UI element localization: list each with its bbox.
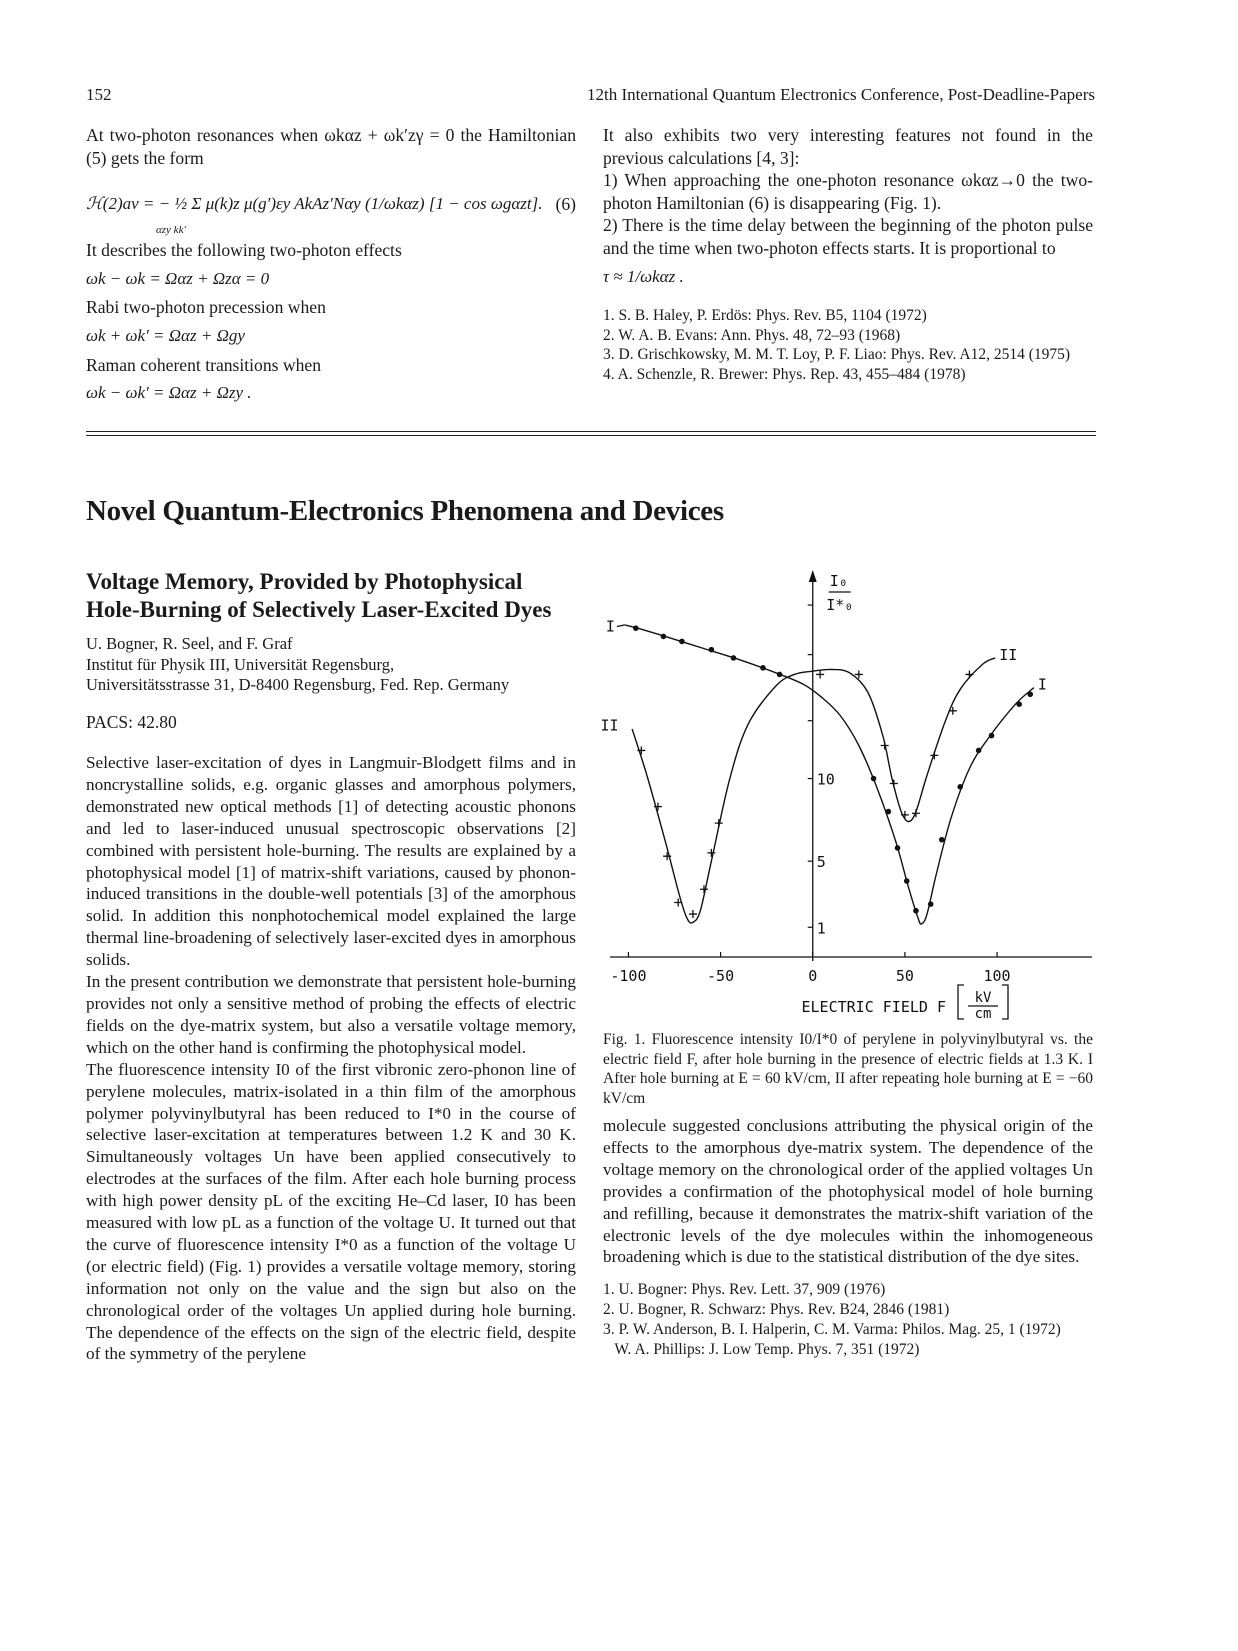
article-body-right (603, 1115, 1093, 1360)
equation-6-block (86, 175, 576, 239)
rabi-text: Rabi two-photon precession when (86, 297, 326, 318)
data-point-series-ii (689, 910, 697, 918)
top-references (603, 306, 1093, 384)
data-point-series-i (886, 809, 892, 815)
chart-labels (601, 572, 1047, 1022)
series-label-i: I (1037, 675, 1047, 694)
data-point-series-i (731, 655, 737, 661)
data-point-series-i (679, 639, 685, 645)
data-point-series-ii (965, 670, 973, 678)
pacs-code: PACS: 42.80 (86, 711, 177, 732)
x-tick-label: -100 (610, 967, 647, 985)
feature-2: 2) There is the time delay between the beginning of the photon pulse and the time when two-photon effects starts. It is proportional to (603, 215, 1093, 258)
section-divider (86, 431, 1096, 432)
data-point-series-ii (912, 809, 920, 817)
reference-item: W. A. Phillips: J. Low Temp. Phys. 7, 351 (1972) (603, 1341, 920, 1359)
data-point-series-i (777, 672, 783, 678)
equation-b: ωk + ωk′ = Ωαz + Ωgy (86, 325, 245, 345)
article-header (86, 568, 586, 732)
reference-item: 1. U. Bogner: Phys. Rev. Lett. 37, 909 (1976) (603, 1281, 886, 1299)
reference-item: 3. P. W. Anderson, B. I. Halperin, C. M. Varma: Philos. Mag. 25, 1 (1972) (603, 1321, 1061, 1339)
features-intro: It also exhibits two very interesting features not found in the previous calculations [4, 3]: (603, 125, 1093, 168)
series-label-ii: II (600, 716, 619, 735)
data-point-series-i (1027, 691, 1033, 697)
data-point-series-i (939, 837, 945, 843)
x-tick-label: 100 (983, 967, 1011, 985)
data-point-series-i (1016, 701, 1022, 707)
data-point-series-i (633, 625, 639, 631)
series-curve-ii (632, 658, 995, 923)
top-right-column (603, 124, 1093, 385)
affiliation-line-2: Universitätsstrasse 31, D-8400 Regensburg, Fed. Rep. Germany (86, 675, 510, 694)
data-point-series-i (760, 665, 766, 671)
data-point-series-i (709, 647, 715, 653)
data-point-series-i (904, 878, 910, 884)
y-axis-arrow (809, 570, 817, 582)
equation-c: ωk − ωk′ = Ωαz + Ωzy . (86, 383, 252, 403)
y-tick-label: 10 (816, 770, 835, 789)
article-references (603, 1280, 1093, 1360)
hamiltonian-equation: ℋ(2)av = − ½ Σ μ(k)z μ(g′)εy AkAz′Nαy (1/ωkαz) [1 − cos ωgαzt]. (86, 194, 543, 214)
figure-caption: Fig. 1. Fluorescence intensity I0/I*0 of perylene in polyvinylbutyral vs. the electric field F, after hole burning in the presence of electric fields at 1.3 K. I After hole burning at E = 60 kV/cm, II after repeating hole burning at E = −60 kV/cm (603, 1031, 1093, 1107)
x-tick-label: 0 (808, 967, 818, 985)
affiliation-line-1: Institut für Physik III, Universität Regensburg, (86, 654, 395, 674)
time-delay-equation: τ ≈ 1/ωkαz . (603, 266, 684, 286)
reference-item: 3. D. Grischkowsky, M. M. T. Loy, P. F. Liao: Phys. Rev. A12, 2514 (1975) (603, 346, 1071, 364)
reference-item: 2. W. A. B. Evans: Ann. Phys. 48, 72–93 (1968) (603, 326, 901, 344)
body-paragraph-1: Selective laser-excitation of dyes in Langmuir-Blodgett films and in noncrystalline solids, e.g. organic glasses and amorphous polymers, demonstrated new optical methods [1] of detecting acoustic phonons and led to laser-induced unusual spectroscopic observations [2] combined with persistent hole-burning. The results are explained by a photophysical model [1] of matrix-shift variations, caused by phonon-induced transitions in the double-well potentials [3] of the amorphous solid. In addition this nonphotochemical model explained the large thermal line-broadening of selectively laser-excited dyes in amorphous solids. (86, 753, 576, 970)
y-axis-label-denominator: I*₀ (826, 596, 854, 614)
data-point-series-ii (700, 885, 708, 893)
page-number: 152 (86, 85, 112, 104)
article-title-line-1: Voltage Memory, Provided by Photophysical (86, 569, 523, 594)
equation-a: ωk − ωk = Ωαz + Ωzα = 0 (86, 268, 270, 288)
body-paragraph-4: molecule suggested conclusions attributing the physical origin of the effects to the amorphous dye-matrix system. The dependence of the voltage memory on the chronological order of the applied voltages Un provides a confirmation of the photophysical model of hole burning and refilling, because it demonstrates the matrix-shift variation of the electronic levels of the dye molecules within the inhomogeneous broadening which is due to the statistical distribution of the dye sites. (603, 1116, 1093, 1267)
y-tick-label: 1 (816, 919, 826, 938)
article-title-line-2: Hole-Burning of Selectively Laser-Excited Dyes (86, 597, 552, 622)
data-point-series-ii (890, 780, 898, 788)
data-point-series-ii (930, 751, 938, 759)
section-title: Novel Quantum-Electronics Phenomena and Devices (86, 495, 724, 527)
describes-text: It describes the following two-photon effects (86, 240, 402, 261)
data-point-series-i (957, 784, 963, 790)
data-point-series-i (913, 908, 919, 914)
x-unit-numerator: kV (974, 990, 992, 1006)
section-divider-second-line (86, 435, 1096, 436)
x-unit-bracket-right (1002, 985, 1008, 1019)
chart-axes (610, 570, 1092, 1019)
x-tick-label: -50 (707, 967, 735, 985)
x-axis-label: ELECTRIC FIELD F (801, 998, 946, 1016)
two-photon-intro: At two-photon resonances when ωkαz + ωk′zγ = 0 the Hamiltonian (5) gets the form (86, 125, 576, 168)
y-axis-label-numerator: I₀ (829, 572, 848, 590)
x-unit-bracket-left (958, 985, 964, 1019)
data-point-series-i (661, 634, 667, 640)
data-point-series-ii (715, 819, 723, 827)
y-tick-label: 5 (816, 853, 826, 872)
data-point-series-i (976, 748, 982, 754)
x-unit-denominator: cm (974, 1006, 992, 1022)
series-label-leader-i (617, 625, 625, 627)
data-point-series-i (989, 733, 995, 739)
figure-1-chart (600, 562, 1100, 1032)
authors: U. Bogner, R. Seel, and F. Graf (86, 634, 293, 653)
feature-1: 1) When approaching the one-photon resonance ωkαz→0 the two-photon Hamiltonian (6) is disappearing (Fig. 1). (603, 170, 1093, 213)
data-point-series-i (871, 776, 877, 782)
series-label-i: I (605, 617, 615, 636)
x-tick-label: 50 (895, 967, 914, 985)
body-paragraph-2: In the present contribution we demonstrate that persistent hole-burning provides not only a sensitive method of probing the effects of electric fields on the dye-matrix system, but also a versatile voltage memory, which on the other hand is confirming the photophysical model. (86, 972, 576, 1057)
data-point-series-ii (881, 741, 889, 749)
running-title: 12th International Quantum Electronics Conference, Post-Deadline-Papers (587, 85, 1095, 104)
top-left-column (86, 124, 576, 405)
equation-number: (6) (555, 194, 576, 215)
data-point-series-ii (816, 670, 824, 678)
raman-text: Raman coherent transitions when (86, 354, 322, 375)
reference-item: 2. U. Bogner, R. Schwarz: Phys. Rev. B24, 2846 (1981) (603, 1301, 950, 1319)
equation-summation-indices: αzy kk′ (156, 224, 186, 237)
series-label-ii: II (999, 645, 1018, 664)
body-paragraph-3: The fluorescence intensity I0 of the first vibronic zero-phonon line of perylene molecules, matrix-isolated in a thin film of the amorphous polymer polyvinylbutyral has been reduced to I*0 in the course of selective laser-excitation at temperatures between 1.2 K and 30 K. Simultaneously voltages Un have been applied consecutively to electrodes at the surfaces of the film. After each hole burning process with high power density pL of the exciting He–Cd laser, I0 has been measured with low pL as a function of the voltage U. It turned out that the curve of fluorescence intensity I*0 as a function of the voltage U (or electric field) (Fig. 1) provides a versatile voltage memory, storing information not only on the value and the sign but also on the chronological order of the voltages Un applied during hole burning. The dependence of the effects on the sign of the electric field, despite of the symmetry of the perylene (86, 1059, 576, 1364)
data-point-series-i (928, 901, 934, 907)
data-point-series-i (895, 845, 901, 851)
reference-item: 4. A. Schenzle, R. Brewer: Phys. Rep. 43, 455–484 (1978) (603, 365, 966, 383)
article-body-left (86, 752, 576, 1365)
reference-item: 1. S. B. Haley, P. Erdös: Phys. Rev. B5, 1104 (1972) (603, 307, 927, 325)
